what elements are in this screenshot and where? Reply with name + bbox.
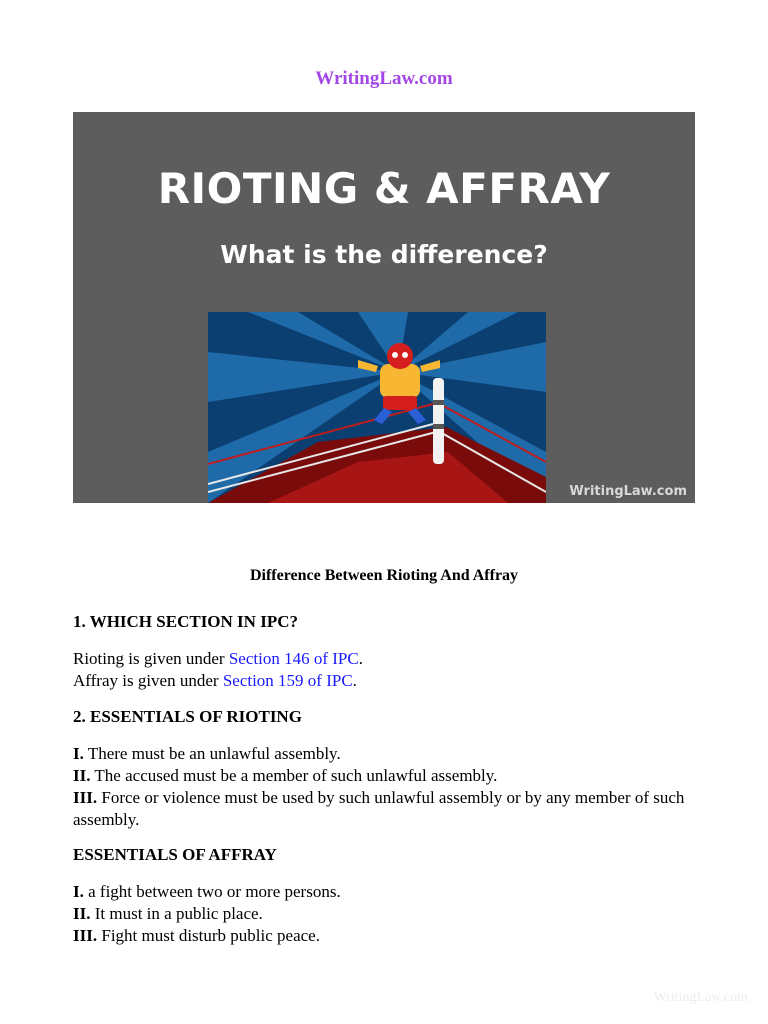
banner-title: RIOTING & AFFRAY [157, 164, 611, 213]
document-heading: Difference Between Rioting And Affray [249, 567, 519, 584]
list-item: I. There must be an unlawful assembly. [73, 744, 341, 763]
section-146-link[interactable]: Section 146 of IPC [228, 649, 359, 668]
list-item: III. Force or violence must be used by such unlawful assembly or by any member of such assembly. [73, 788, 685, 829]
section-1-heading: 1. WHICH SECTION IN IPC? [73, 612, 298, 631]
section-159-link[interactable]: Section 159 of IPC [222, 671, 353, 690]
affray-section-line: Affray is given under Section 159 of IPC. [73, 671, 357, 690]
rioting-section-line: Rioting is given under Section 146 of IPC. [73, 649, 363, 668]
site-title[interactable]: WritingLaw.com [315, 68, 453, 89]
section-1-body [73, 648, 713, 692]
list-item: III. Fight must disturb public peace. [73, 926, 320, 945]
banner-subtitle: What is the difference? [220, 240, 548, 269]
section-2-heading: 2. ESSENTIALS OF RIOTING [73, 707, 302, 726]
banner-image [73, 112, 695, 503]
list-item: II. It must in a public place. [73, 904, 263, 923]
footer-watermark: WritingLaw.com [653, 990, 748, 1005]
banner-watermark: WritingLaw.com [569, 484, 687, 499]
section-3-heading: ESSENTIALS OF AFFRAY [73, 845, 277, 864]
rioting-essentials-list [73, 743, 713, 831]
wrestling-ring-illustration [208, 312, 546, 503]
list-item: II. The accused must be a member of such unlawful assembly. [73, 766, 498, 785]
affray-essentials-list [73, 881, 713, 947]
list-item: I. a fight between two or more persons. [73, 882, 341, 901]
